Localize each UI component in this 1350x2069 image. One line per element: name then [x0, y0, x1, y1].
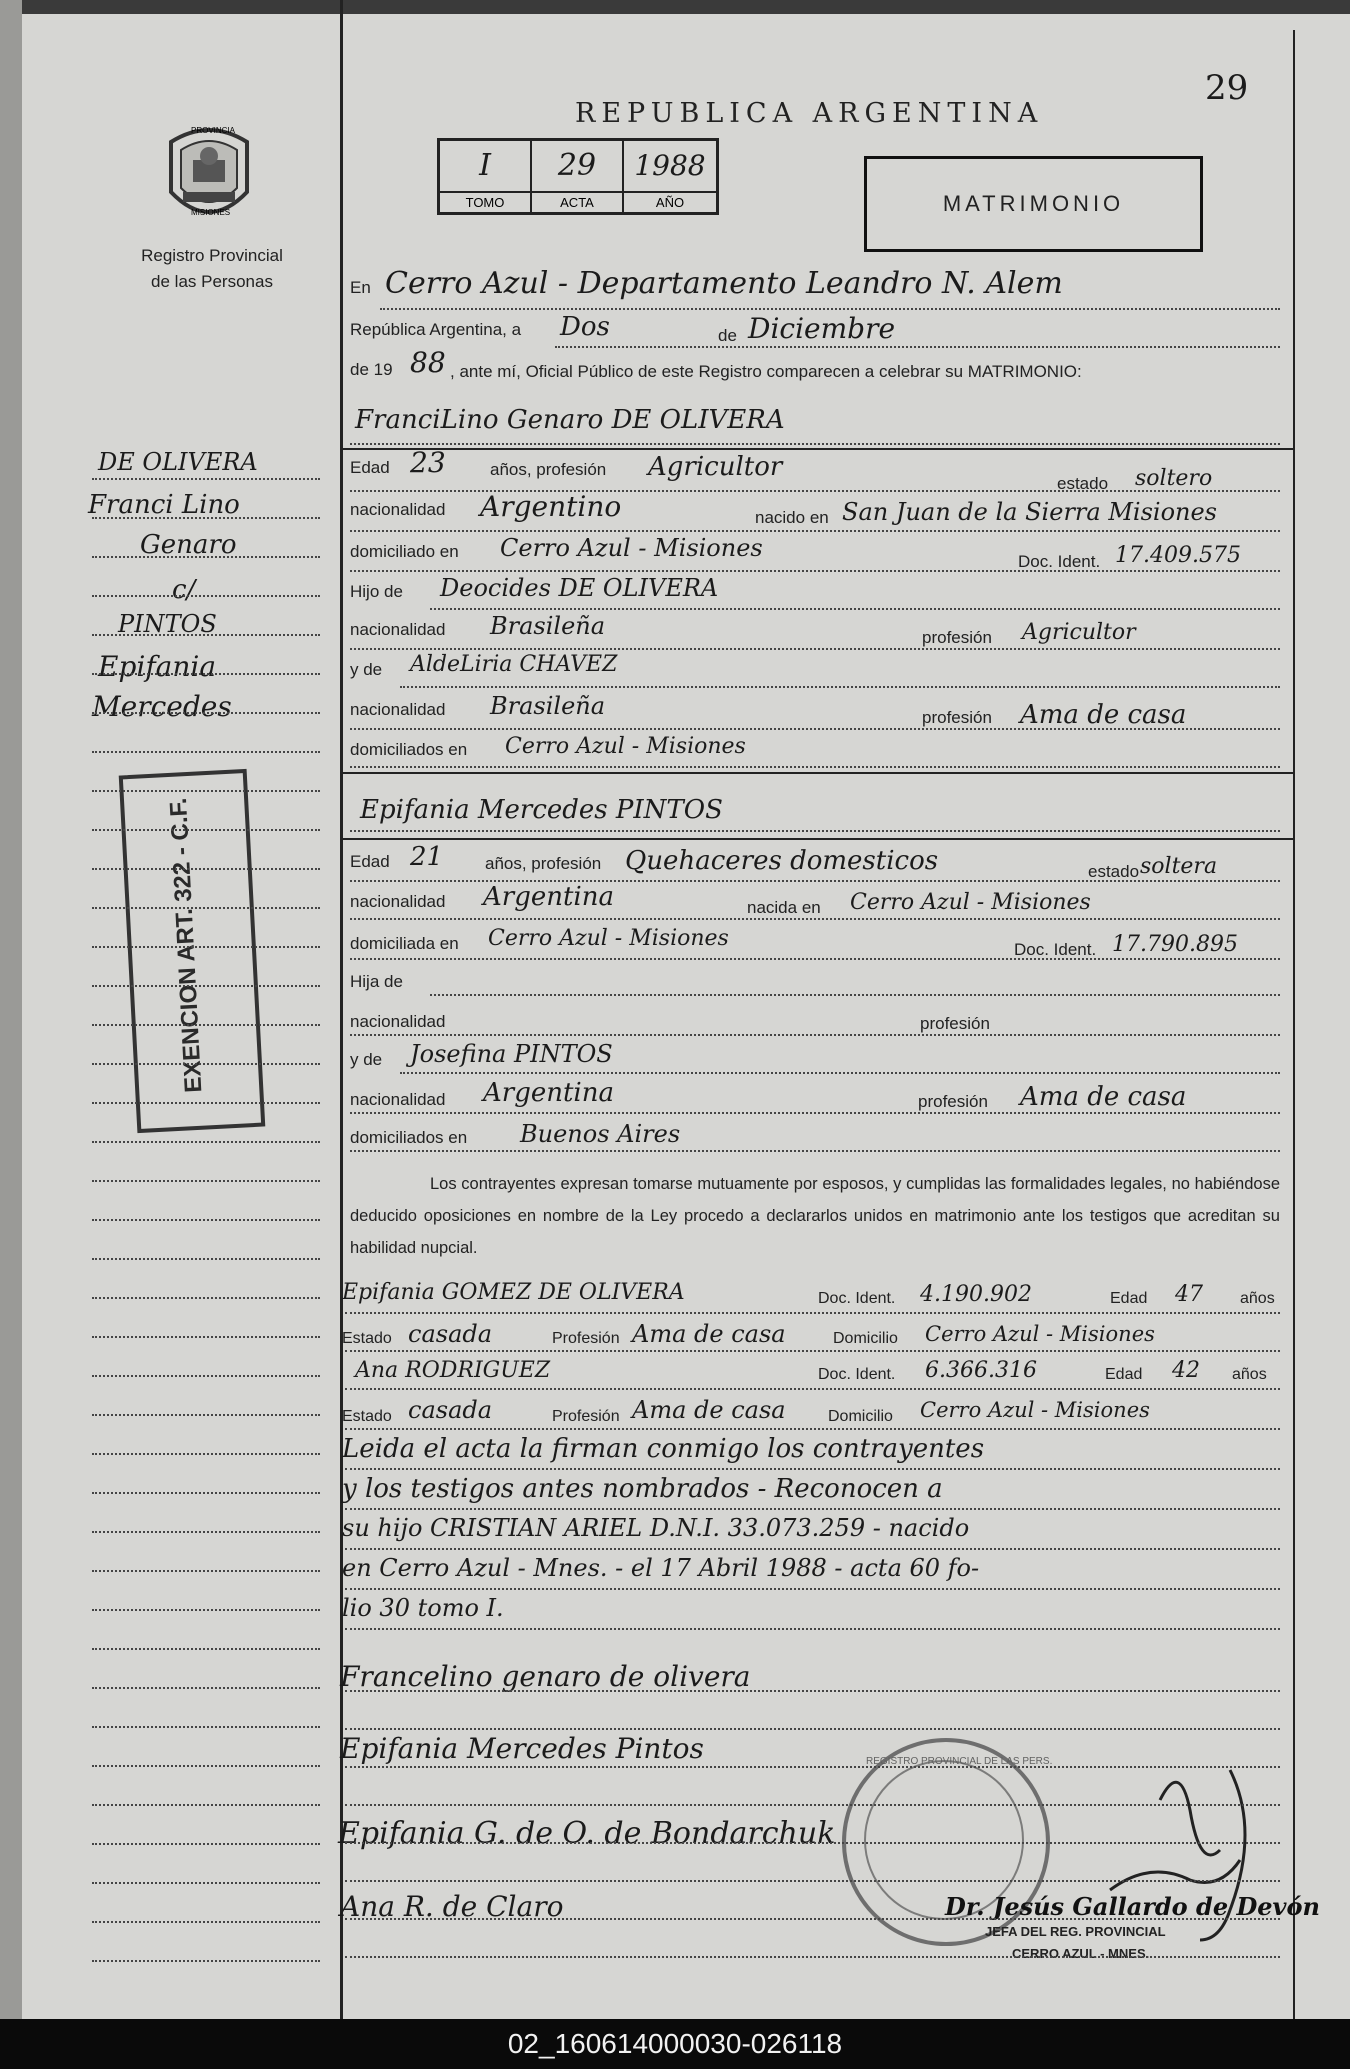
tomo-value: I [479, 148, 491, 184]
domiciliados-label: domiciliados en [350, 1128, 468, 1147]
groom-parents-domicile: Cerro Azul - Misiones [505, 734, 746, 759]
profesion-label: profesión [920, 1014, 990, 1033]
ruling-line [92, 1921, 320, 1923]
tomo-label: TOMO [439, 192, 532, 214]
ruling-line [92, 712, 320, 714]
groom-mother-profession: Ama de casa [1020, 700, 1187, 730]
declaration-text: Los contrayentes expresan tomarse mutuamente por esposos, y cumplidas las formalidades legales, no habiéndose deducido oposiciones en nombre de la Ley procedo a declararlos unidos en matrimonio ante los testigos que acreditan su habilidad nupcial. [350, 1175, 1280, 1257]
y-de-label: y de [350, 660, 383, 679]
ruling-line [92, 946, 320, 948]
margin-line: DE OLIVERA [98, 448, 258, 476]
margin-rule [340, 0, 343, 2019]
witness-1-name: Epifania GOMEZ DE OLIVERA [342, 1280, 685, 1305]
ruling-line [92, 673, 320, 675]
witness-1-age: 47 [1175, 1282, 1203, 1307]
note-line: su hijo CRISTIAN ARIEL D.N.I. 33.073.259 - nacido [342, 1514, 970, 1542]
official-seal-text: REGISTRO PROVINCIAL DE LAS PERS. [866, 1756, 1053, 1767]
doc-label: Doc. Ident. [818, 1366, 896, 1383]
ruling-line [345, 1956, 1280, 1958]
ruling-line [92, 1336, 320, 1338]
witness-2-domicile: Cerro Azul - Misiones [920, 1398, 1150, 1422]
estado-label: estado [1088, 862, 1140, 881]
groom-mother: AldeLiria CHAVEZ [410, 652, 618, 677]
witness-2-age: 42 [1172, 1358, 1200, 1383]
de-label: de [718, 326, 737, 345]
groom-nationality: Argentino [480, 490, 622, 523]
edad-label: Edad [350, 458, 390, 477]
estado-label: Estado [342, 1330, 392, 1347]
ruling-line [92, 1024, 320, 1026]
groom-doc-number: 17.409.575 [1115, 543, 1241, 568]
ruling-line [92, 1726, 320, 1728]
groom-father-profession: Agricultor [1022, 620, 1136, 645]
groom-profession: Agricultor [648, 452, 783, 482]
ruling-line [92, 595, 320, 597]
registry-line-2: de las Personas [151, 272, 273, 291]
nacionalidad-label: nacionalidad [350, 620, 446, 639]
republica-label: República Argentina, a [350, 320, 522, 339]
profesion-label: profesión [922, 628, 992, 647]
nacionalidad-label: nacionalidad [350, 500, 446, 519]
witness-2-doc: 6.366.316 [925, 1358, 1037, 1383]
witness-1-status: casada [408, 1320, 493, 1348]
domiciliada-label: domiciliada en [350, 934, 459, 953]
official-title-2: CERRO AZUL - MNES. [1012, 1946, 1150, 1961]
ruling-line [92, 1570, 320, 1572]
bride-nationality: Argentina [483, 882, 614, 912]
ruling-line [92, 1063, 320, 1065]
margin-line: Epifania [98, 650, 217, 683]
groom-domicile: Cerro Azul - Misiones [500, 534, 763, 562]
official-name: Dr. Jesús Gallardo de Devón [945, 1892, 1320, 1921]
witness-1-doc: 4.190.902 [920, 1282, 1032, 1307]
exemption-stamp-text: EXENCION ART. 322 - C.F. [164, 797, 208, 1094]
ruling-line [345, 1880, 1280, 1882]
act-type-box [864, 156, 1203, 252]
ruling-line [92, 478, 320, 480]
signature-witness-1: Epifania G. de O. de Bondarchuk [338, 1816, 836, 1851]
witness-2-status: casada [408, 1396, 493, 1424]
nacida-label: nacida en [747, 898, 821, 917]
ruling-line [92, 1258, 320, 1260]
provincial-seal [163, 122, 255, 230]
nacido-label: nacido en [755, 508, 829, 527]
groom-age: 23 [410, 446, 446, 479]
bride-name: Epifania Mercedes PINTOS [360, 795, 723, 825]
ruling-line [92, 907, 320, 909]
doc-label: Doc. Ident. [1018, 552, 1101, 571]
edad-label: Edad [350, 852, 390, 871]
nacionalidad-label: nacionalidad [350, 700, 446, 719]
note-line: Leida el acta la firman conmigo los contrayentes [342, 1434, 985, 1464]
profesion-label: profesión [918, 1092, 988, 1111]
ruling-line [92, 985, 320, 987]
en-label: En [350, 278, 371, 297]
margin-line: PINTOS [118, 610, 217, 638]
ruling-line [92, 1219, 320, 1221]
registry-line-1: Registro Provincial [141, 246, 283, 265]
ruling-line [92, 1687, 320, 1689]
ruling-line [92, 868, 320, 870]
doc-label: Doc. Ident. [818, 1290, 896, 1307]
estado-label: estado [1057, 474, 1109, 493]
bride-birthplace: Cerro Azul - Misiones [850, 890, 1091, 915]
groom-name: FranciLino Genaro DE OLIVERA [355, 405, 785, 435]
ruling-line [92, 1297, 320, 1299]
ruling-line [92, 1804, 320, 1806]
ruling-line [345, 1918, 1280, 1920]
ruling-line [92, 751, 320, 753]
hija-label: Hija de [350, 972, 403, 991]
ruling-line [345, 1766, 1280, 1768]
acta-value: 29 [557, 148, 597, 184]
ruling-line [345, 1804, 1280, 1806]
ruling-line [92, 1609, 320, 1611]
bride-age: 21 [410, 842, 444, 872]
bride-parents-domicile: Buenos Aires [520, 1120, 681, 1148]
witness-2-name: Ana RODRIGUEZ [355, 1358, 551, 1383]
ruling-line [92, 1141, 320, 1143]
y-de-label: y de [350, 1050, 383, 1069]
nacionalidad-label: nacionalidad [350, 892, 446, 911]
official-title-1: JEFA DEL REG. PROVINCIAL [985, 1924, 1166, 1939]
groom-birthplace: San Juan de la Sierra Misiones [842, 498, 1217, 526]
doc-label: Doc. Ident. [1014, 940, 1097, 959]
acta-label: ACTA [531, 192, 623, 214]
groom-civil-status: soltero [1135, 466, 1213, 491]
bride-domicile: Cerro Azul - Misiones [488, 926, 729, 951]
ruling-line [92, 1960, 320, 1962]
country-title: REPUBLICA ARGENTINA [575, 98, 1044, 129]
signature-groom: Francelino genaro de olivera [340, 1660, 751, 1693]
ruling-line [345, 1728, 1280, 1730]
groom-father-nationality: Brasileña [490, 612, 606, 640]
domiciliados-label: domiciliados en [350, 740, 468, 759]
ruling-line [92, 1414, 320, 1416]
ruling-line [92, 556, 320, 558]
anos-label: años [1232, 1366, 1267, 1383]
nacionalidad-label: nacionalidad [350, 1012, 446, 1031]
ruling-line [92, 1375, 320, 1377]
year-prefix: de 19 [350, 360, 393, 379]
month-value: Diciembre [748, 312, 896, 345]
page-number: 29 [1205, 68, 1249, 108]
anio-value: 1988 [634, 149, 706, 183]
ruling-line [92, 1531, 320, 1533]
ruling-line [345, 1842, 1280, 1844]
place-value: Cerro Azul - Departamento Leandro N. Alem [385, 266, 1063, 301]
nacionalidad-label: nacionalidad [350, 1090, 446, 1109]
bride-mother-profession: Ama de casa [1020, 1082, 1187, 1112]
seal-bottom-text: MISIONES [191, 208, 231, 217]
bride-profession: Quehaceres domesticos [625, 846, 939, 876]
image-id-footer: 02_160614000030-026118 [0, 2019, 1350, 2069]
margin-line: Franci Lino [88, 490, 240, 520]
ruling-line [92, 1882, 320, 1884]
witness-1-domicile: Cerro Azul - Misiones [925, 1322, 1155, 1346]
ruling-line [92, 1492, 320, 1494]
profesion-label: Profesión [552, 1408, 620, 1425]
margin-line: c/ [172, 575, 196, 605]
ruling-line [92, 1453, 320, 1455]
groom-mother-nationality: Brasileña [490, 692, 606, 720]
witness-2-profession: Ama de casa [632, 1396, 786, 1424]
seal-top-text: PROVINCIA [191, 126, 236, 135]
tomo-acta-ano-box [437, 138, 719, 215]
binding-edge [0, 0, 22, 2019]
ruling-line [92, 1843, 320, 1845]
note-line: y los testigos antes nombrados - Reconocen a [342, 1474, 943, 1504]
right-rule [1293, 30, 1295, 2019]
ruling-line [92, 634, 320, 636]
ruling-line [92, 790, 320, 792]
signature-bride: Epifania Mercedes Pintos [340, 1732, 704, 1765]
groom-father: Deocides DE OLIVERA [440, 574, 719, 602]
domicilio-label: Domicilio [828, 1408, 893, 1425]
profesion-label: Profesión [552, 1330, 620, 1347]
bride-mother: Josefina PINTOS [410, 1040, 613, 1068]
ruling-line [92, 1180, 320, 1182]
ruling-line [92, 517, 320, 519]
domiciliado-label: domiciliado en [350, 542, 459, 561]
exemption-stamp [119, 769, 266, 1133]
domicilio-label: Domicilio [833, 1330, 898, 1347]
profesion-label: años, profesión [490, 460, 607, 479]
ruling-line [92, 829, 320, 831]
signature-witness-2: Ana R. de Claro [340, 1890, 564, 1923]
ruling-line [345, 1690, 1280, 1692]
estado-label: Estado [342, 1408, 392, 1425]
ante-text: , ante mí, Oficial Público de este Registro comparecen a celebrar su MATRIMONIO: [450, 362, 1082, 381]
note-line: lio 30 tomo I. [342, 1594, 504, 1622]
bride-civil-status: soltera [1140, 854, 1218, 879]
top-edge [0, 0, 1350, 14]
profesion-label: años, profesión [485, 854, 602, 873]
anos-label: años [1240, 1290, 1275, 1307]
edad-label: Edad [1105, 1366, 1143, 1383]
witness-1-profession: Ama de casa [632, 1320, 786, 1348]
edad-label: Edad [1110, 1290, 1148, 1307]
bride-doc-number: 17.790.895 [1112, 932, 1238, 957]
day-value: Dos [560, 312, 610, 342]
profesion-label: profesión [922, 708, 992, 727]
margin-line: Mercedes [92, 690, 232, 723]
margin-line: Genaro [140, 530, 237, 560]
anio-label: AÑO [623, 192, 718, 214]
year-suffix: 88 [410, 346, 446, 379]
ruling-line [92, 1765, 320, 1767]
ruling-line [92, 1648, 320, 1650]
bride-mother-nationality: Argentina [483, 1078, 614, 1108]
note-line: en Cerro Azul - Mnes. - el 17 Abril 1988 - acta 60 fo- [342, 1554, 980, 1582]
ruling-line [92, 1102, 320, 1104]
act-type: MATRIMONIO [942, 191, 1125, 216]
hijo-label: Hijo de [350, 582, 403, 601]
